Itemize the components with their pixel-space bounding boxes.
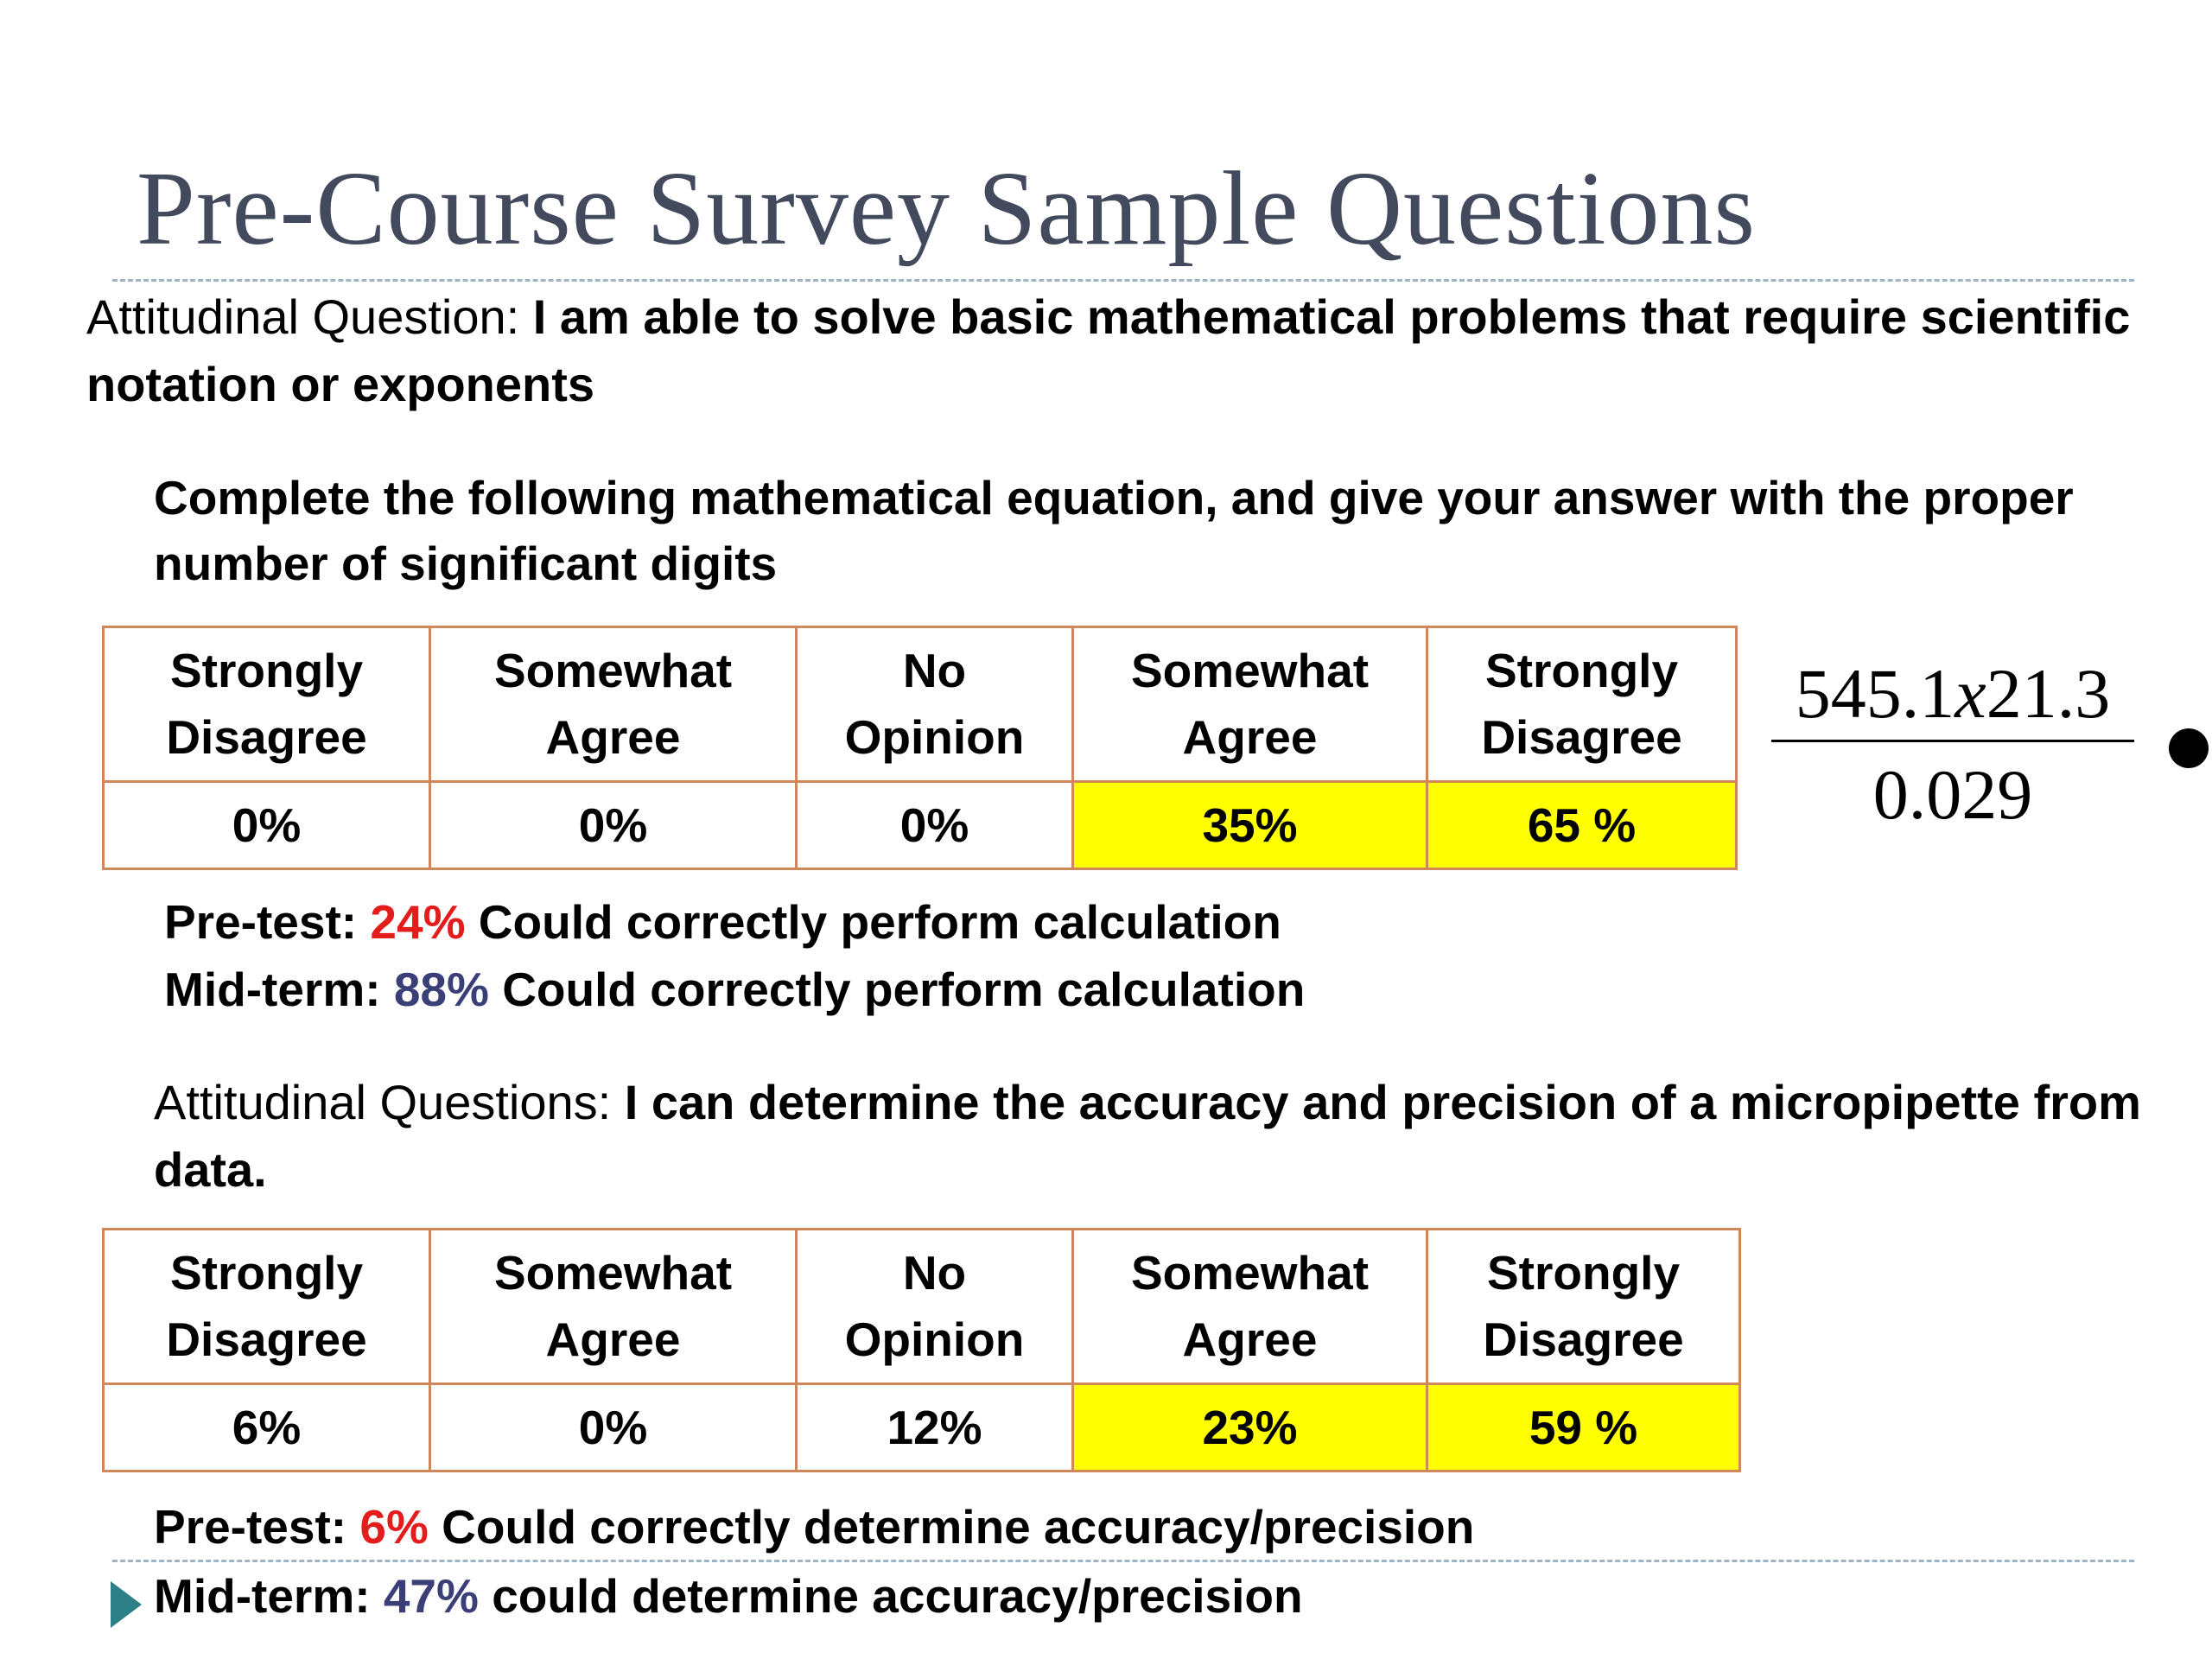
question-1: Complete the following mathematical equation, and give your answer with the proper number of significant digits (154, 471, 2074, 590)
value-cell: 0% (104, 782, 430, 869)
table-header-row (104, 627, 1737, 782)
triangle-right-icon (111, 1581, 142, 1628)
header-cell-strongly-disagree: Strongly Disagree (104, 627, 430, 782)
header-cell-somewhat-agree-2: Somewhat Agree (1073, 1230, 1427, 1384)
footer-divider (112, 1560, 2134, 1562)
header-cell-somewhat-agree: Somewhat Agree (430, 627, 797, 782)
attitudinal-question-1 (86, 283, 2160, 418)
attitudinal-question-2-text: I can determine the accuracy and precision of a micropipette from data. (154, 1075, 2141, 1197)
attitudinal-question-2 (154, 1069, 2141, 1204)
survey-table-2 (102, 1228, 1741, 1472)
dot-icon (2169, 728, 2209, 768)
slide-title: Pre-Course Survey Sample Questions (137, 150, 1756, 267)
equation-denominator: 0.029 (1872, 755, 2033, 834)
value-cell: 12% (797, 1384, 1073, 1471)
value-cell-highlighted: 59 % (1427, 1384, 1740, 1471)
value-cell-highlighted: 23% (1073, 1384, 1427, 1471)
header-cell-somewhat-agree: Somewhat Agree (430, 1230, 797, 1384)
value-cell: 6% (104, 1384, 430, 1471)
title-divider (112, 279, 2134, 282)
table-value-row (104, 1384, 1740, 1471)
mid-term-result-2: Mid-term: 47% could determine accuracy/precision (154, 1569, 1303, 1623)
table-header-row (104, 1230, 1740, 1384)
value-cell: 0% (430, 1384, 797, 1471)
header-cell-no-opinion: No Opinion (797, 627, 1073, 782)
equation (1771, 653, 2134, 836)
value-cell-highlighted: 65 % (1427, 782, 1737, 869)
attitudinal-question-2-prefix: Attitudinal Questions: (154, 1075, 612, 1129)
header-cell-no-opinion: No Opinion (797, 1230, 1073, 1384)
value-cell: 0% (430, 782, 797, 869)
header-cell-strongly-disagree: Strongly Disagree (104, 1230, 430, 1384)
equation-numerator: 545.1x21.3 (1771, 653, 2134, 742)
value-cell: 0% (797, 782, 1073, 869)
attitudinal-question-1-text: I am able to solve basic mathematical problems that require scientific notation or exponents (86, 289, 2131, 411)
header-cell-strongly-disagree-2: Strongly Disagree (1427, 627, 1737, 782)
mid-term-result-1: Mid-term: 88% Could correctly perform calculation (164, 963, 1306, 1016)
header-cell-strongly-disagree-2: Strongly Disagree (1427, 1230, 1740, 1384)
attitudinal-question-1-prefix: Attitudinal Question: (86, 289, 533, 344)
header-cell-somewhat-agree-2: Somewhat Agree (1073, 627, 1427, 782)
pre-test-result-2: Pre-test: 6% Could correctly determine accuracy/precision (154, 1500, 1475, 1554)
value-cell-highlighted: 35% (1073, 782, 1427, 869)
survey-table-1 (102, 626, 1738, 870)
table-value-row (104, 782, 1737, 869)
pre-test-result-1: Pre-test: 24% Could correctly perform calculation (164, 895, 1281, 949)
